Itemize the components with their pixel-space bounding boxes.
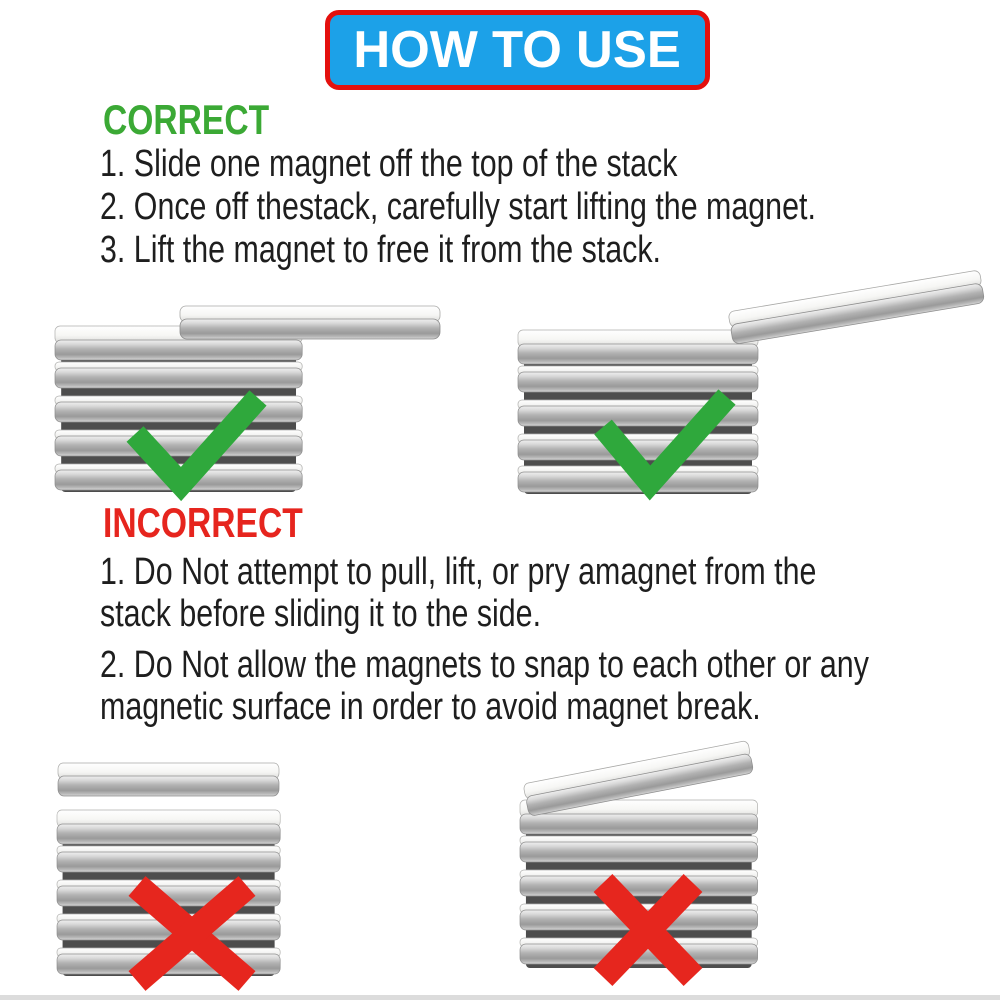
loose-magnet bbox=[180, 306, 440, 339]
incorrect-heading bbox=[103, 499, 353, 546]
incorrect-item-1-line-1: 1. Do Not attempt to pull, lift, or pry amagnet from the bbox=[100, 551, 817, 593]
image-bottom-edge bbox=[0, 995, 1000, 1000]
magnet-stack-illustration bbox=[490, 732, 1000, 1000]
incorrect-item-1 bbox=[100, 551, 996, 635]
title-banner bbox=[325, 10, 710, 90]
correct-heading bbox=[103, 96, 311, 143]
correct-steps-list bbox=[100, 143, 995, 272]
figure-incorrect-pull bbox=[25, 755, 365, 997]
correct-step-3: 3. Lift the magnet to free it from the stack. bbox=[100, 229, 661, 271]
correct-heading-label: CORRECT bbox=[103, 96, 270, 143]
figure-correct-slide bbox=[30, 298, 470, 500]
magnet-stack-illustration bbox=[30, 298, 470, 500]
magnet-stack-illustration bbox=[25, 755, 365, 997]
loose-magnet bbox=[58, 763, 279, 796]
correct-step-1: 1. Slide one magnet off the top of the stack bbox=[100, 143, 678, 185]
page-title: HOW TO USE bbox=[353, 21, 682, 79]
figure-correct-lift bbox=[495, 255, 995, 500]
incorrect-item-2-line-1: 2. Do Not allow the magnets to snap to each other or any bbox=[100, 644, 869, 686]
magnet-stack-illustration bbox=[495, 255, 995, 500]
incorrect-heading-label: INCORRECT bbox=[103, 499, 303, 546]
loose-magnet bbox=[728, 270, 985, 345]
incorrect-item-2 bbox=[100, 644, 1000, 728]
correct-step-2: 2. Once off thestack, carefully start lifting the magnet. bbox=[100, 186, 816, 228]
incorrect-item-1-line-2: stack before sliding it to the side. bbox=[100, 593, 542, 635]
incorrect-item-2-line-2: magnetic surface in order to avoid magnet break. bbox=[100, 686, 761, 728]
figure-incorrect-pry bbox=[490, 732, 1000, 1000]
